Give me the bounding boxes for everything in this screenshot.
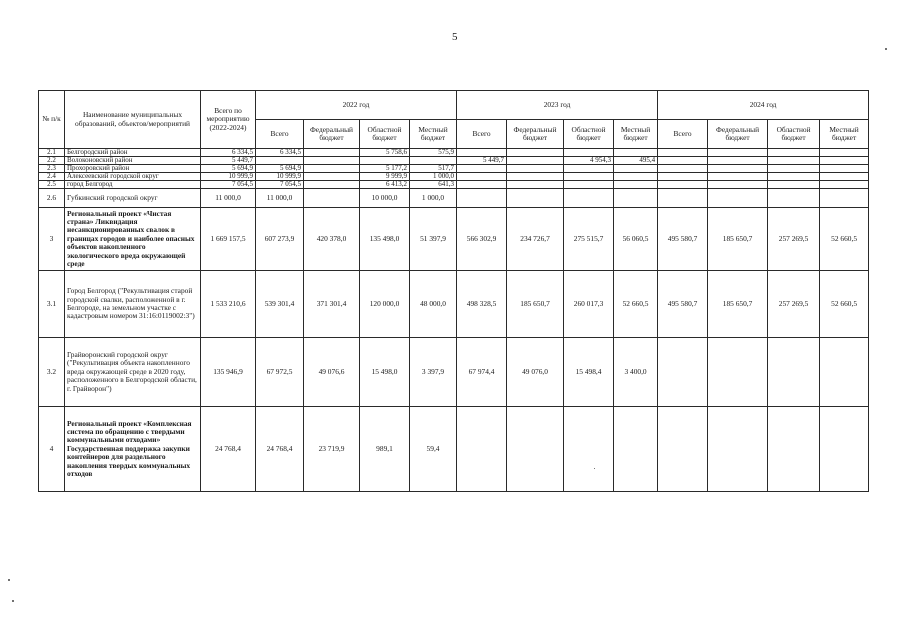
cell-2024-federal xyxy=(708,407,768,492)
subcol-regional-2024: Областной бюджет xyxy=(768,120,820,149)
cell-2022-federal xyxy=(304,189,360,208)
cell-2022-regional: 135 498,0 xyxy=(360,208,410,271)
cell-2023-total: 67 974,4 xyxy=(457,338,507,407)
cell-2024-total xyxy=(658,165,708,173)
cell-2024-regional xyxy=(768,173,820,181)
cell-2023-federal: 234 726,7 xyxy=(507,208,564,271)
cell-2023-federal xyxy=(507,173,564,181)
cell-2024-total: 495 580,7 xyxy=(658,271,708,338)
subcol-regional-2022: Областной бюджет xyxy=(360,120,410,149)
row-name: Региональный проект «Чистая страна» Ликвидация несанкционированных свалок в границах городов и наиболее опасных объектов накопленного экологического вреда окружающей среде xyxy=(65,208,201,271)
row-name: Белгородский район xyxy=(65,149,201,157)
cell-2022-regional: 5 177,2 xyxy=(360,165,410,173)
cell-2023-regional: 4 954,3 xyxy=(564,157,614,165)
row-number: 3 xyxy=(39,208,65,271)
cell-2022-regional: 989,1 xyxy=(360,407,410,492)
cell-2023-regional: 260 017,3 xyxy=(564,271,614,338)
cell-2024-total xyxy=(658,189,708,208)
subcol-local-2024: Местный бюджет xyxy=(820,120,869,149)
cell-2023-total: 5 449,7 xyxy=(457,157,507,165)
cell-2023-total: 498 328,5 xyxy=(457,271,507,338)
cell-2022-total: 67 972,5 xyxy=(256,338,304,407)
cell-2024-local xyxy=(820,157,869,165)
cell-2022-federal xyxy=(304,173,360,181)
cell-2023-federal: 49 076,0 xyxy=(507,338,564,407)
cell-2024-total xyxy=(658,149,708,157)
row-number: 2.1 xyxy=(39,149,65,157)
cell-2023-total xyxy=(457,173,507,181)
cell-2024-federal xyxy=(708,173,768,181)
cell-2024-federal xyxy=(708,149,768,157)
cell-2023-regional: 275 515,7 xyxy=(564,208,614,271)
row-number: 2.4 xyxy=(39,173,65,181)
cell-2022-federal xyxy=(304,149,360,157)
cell-2022-local: 517,7 xyxy=(410,165,457,173)
cell-2023-total xyxy=(457,165,507,173)
row-name: Город Белгород ("Рекультивация старой городской свалки, расположенной в г. Белгороде, на земельном участке с кадастровым номером 31:16:0119002:3") xyxy=(65,271,201,338)
subcol-total-2022: Всего xyxy=(256,120,304,149)
table-row xyxy=(39,271,869,338)
subcol-total-2024: Всего xyxy=(658,120,708,149)
cell-2022-local: 575,9 xyxy=(410,149,457,157)
cell-2024-regional xyxy=(768,189,820,208)
col-header-year-2023: 2023 год xyxy=(457,91,658,120)
table-row xyxy=(39,338,869,407)
cell-2024-federal: 185 650,7 xyxy=(708,208,768,271)
col-header-number: № п/к xyxy=(39,91,65,149)
row-name: Грайворонский городской округ ("Рекультивация объекта накопленного вреда окружающей среде в 2020 году, расположенного в Белгородской области, г. Грайворон") xyxy=(65,338,201,407)
cell-2022-federal: 23 719,9 xyxy=(304,407,360,492)
table-row xyxy=(39,165,869,173)
cell-2022-local: 59,4 xyxy=(410,407,457,492)
cell-2024-local xyxy=(820,407,869,492)
cell-2022-federal xyxy=(304,157,360,165)
row-number: 2.5 xyxy=(39,181,65,189)
row-name: Губкинский городской округ xyxy=(65,189,201,208)
cell-2023-regional xyxy=(564,149,614,157)
row-total: 135 946,9 xyxy=(201,338,256,407)
row-number: 4 xyxy=(39,407,65,492)
cell-2023-total xyxy=(457,407,507,492)
cell-2023-regional xyxy=(564,165,614,173)
cell-2023-federal xyxy=(507,149,564,157)
cell-2023-federal xyxy=(507,407,564,492)
scan-speck xyxy=(8,579,10,581)
cell-2022-regional: 15 498,0 xyxy=(360,338,410,407)
cell-2024-regional: 257 269,5 xyxy=(768,208,820,271)
row-total: 24 768,4 xyxy=(201,407,256,492)
cell-2022-regional: 120 000,0 xyxy=(360,271,410,338)
row-total: 11 000,0 xyxy=(201,189,256,208)
cell-2023-federal xyxy=(507,165,564,173)
subcol-federal-2022: Федеральный бюджет xyxy=(304,120,360,149)
cell-2023-federal xyxy=(507,189,564,208)
row-total: 6 334,5 xyxy=(201,149,256,157)
cell-2022-local: 641,3 xyxy=(410,181,457,189)
subcol-local-2022: Местный бюджет xyxy=(410,120,457,149)
row-name: Алексеевский городской округ xyxy=(65,173,201,181)
cell-2023-local: 3 400,0 xyxy=(614,338,658,407)
subcol-total-2023: Всего xyxy=(457,120,507,149)
cell-2022-total: 539 301,4 xyxy=(256,271,304,338)
cell-2022-total: 607 273,9 xyxy=(256,208,304,271)
cell-2023-regional xyxy=(564,189,614,208)
cell-2023-local xyxy=(614,407,658,492)
cell-2023-local xyxy=(614,181,658,189)
cell-2024-local xyxy=(820,149,869,157)
cell-2024-total xyxy=(658,173,708,181)
cell-2024-local xyxy=(820,181,869,189)
row-total: 10 999,9 xyxy=(201,173,256,181)
cell-2022-total: 7 054,5 xyxy=(256,181,304,189)
subcol-federal-2024: Федеральный бюджет xyxy=(708,120,768,149)
cell-2023-regional xyxy=(564,407,614,492)
cell-2024-local xyxy=(820,165,869,173)
cell-2022-federal: 371 301,4 xyxy=(304,271,360,338)
budget-table xyxy=(38,90,869,492)
cell-2022-total: 24 768,4 xyxy=(256,407,304,492)
cell-2024-local: 52 660,5 xyxy=(820,208,869,271)
cell-2022-local xyxy=(410,157,457,165)
cell-2024-local xyxy=(820,173,869,181)
row-total: 5 694,9 xyxy=(201,165,256,173)
cell-2024-local: 52 660,5 xyxy=(820,271,869,338)
cell-2024-regional xyxy=(768,157,820,165)
row-name: Волоконовский район xyxy=(65,157,201,165)
cell-2022-regional: 10 000,0 xyxy=(360,189,410,208)
cell-2022-total: 6 334,5 xyxy=(256,149,304,157)
cell-2023-federal: 185 650,7 xyxy=(507,271,564,338)
cell-2022-total: 11 000,0 xyxy=(256,189,304,208)
row-number: 2.6 xyxy=(39,189,65,208)
subcol-federal-2023: Федеральный бюджет xyxy=(507,120,564,149)
cell-2022-federal xyxy=(304,165,360,173)
cell-2024-regional xyxy=(768,165,820,173)
cell-2023-local xyxy=(614,149,658,157)
cell-2023-total xyxy=(457,181,507,189)
cell-2023-federal xyxy=(507,181,564,189)
cell-2023-local xyxy=(614,165,658,173)
cell-2024-regional xyxy=(768,338,820,407)
col-header-year-2024: 2024 год xyxy=(658,91,869,120)
cell-2024-regional: 257 269,5 xyxy=(768,271,820,338)
cell-2024-federal xyxy=(708,338,768,407)
row-name: город Белгород xyxy=(65,181,201,189)
cell-2023-regional: 15 498,4 xyxy=(564,338,614,407)
cell-2022-local: 48 000,0 xyxy=(410,271,457,338)
cell-2022-local: 1 000,0 xyxy=(410,189,457,208)
table-row xyxy=(39,407,869,492)
row-name: Прохоровский район xyxy=(65,165,201,173)
col-header-year-2022: 2022 год xyxy=(256,91,457,120)
cell-2024-federal xyxy=(708,189,768,208)
row-total: 7 054,5 xyxy=(201,181,256,189)
cell-2023-regional xyxy=(564,173,614,181)
cell-2024-regional xyxy=(768,149,820,157)
cell-2023-local xyxy=(614,189,658,208)
cell-2024-total xyxy=(658,407,708,492)
row-number: 2.2 xyxy=(39,157,65,165)
cell-2024-local xyxy=(820,338,869,407)
table-row xyxy=(39,157,869,165)
row-total: 1 533 210,6 xyxy=(201,271,256,338)
cell-2024-regional xyxy=(768,407,820,492)
row-name: Региональный проект «Комплексная система по обращению с твердыми коммунальными отходами» Государственная поддержка закупки контейнеров для раздельного накопления твердых коммунальных отходов xyxy=(65,407,201,492)
row-number: 3.1 xyxy=(39,271,65,338)
cell-2024-federal xyxy=(708,181,768,189)
cell-2024-total xyxy=(658,181,708,189)
cell-2022-federal xyxy=(304,181,360,189)
cell-2023-regional xyxy=(564,181,614,189)
cell-2022-regional: 9 999,9 xyxy=(360,173,410,181)
cell-2024-federal xyxy=(708,165,768,173)
cell-2023-local: 495,4 xyxy=(614,157,658,165)
table-row xyxy=(39,208,869,271)
scan-speck xyxy=(12,600,14,602)
col-header-name: Наименование муниципальных образований, объектов/мероприятий xyxy=(65,91,201,149)
cell-2024-regional xyxy=(768,181,820,189)
cell-2022-regional: 6 413,2 xyxy=(360,181,410,189)
subcol-local-2023: Местный бюджет xyxy=(614,120,658,149)
cell-2023-local: 52 660,5 xyxy=(614,271,658,338)
row-total: 5 449,7 xyxy=(201,157,256,165)
cell-2023-total xyxy=(457,149,507,157)
cell-2024-local xyxy=(820,189,869,208)
cell-2024-federal: 185 650,7 xyxy=(708,271,768,338)
cell-2022-local: 1 000,0 xyxy=(410,173,457,181)
header-row-years xyxy=(39,91,869,120)
table-row xyxy=(39,173,869,181)
subcol-regional-2023: Областной бюджет xyxy=(564,120,614,149)
cell-2024-total: 495 580,7 xyxy=(658,208,708,271)
table-row xyxy=(39,149,869,157)
table-row xyxy=(39,189,869,208)
cell-2022-federal: 420 378,0 xyxy=(304,208,360,271)
cell-2022-federal: 49 076,6 xyxy=(304,338,360,407)
cell-2022-regional: 5 758,6 xyxy=(360,149,410,157)
row-number: 2.3 xyxy=(39,165,65,173)
cell-2022-local: 51 397,9 xyxy=(410,208,457,271)
cell-2022-regional xyxy=(360,157,410,165)
row-total: 1 669 157,5 xyxy=(201,208,256,271)
cell-2023-total xyxy=(457,189,507,208)
row-number: 3.2 xyxy=(39,338,65,407)
cell-2023-local: 56 060,5 xyxy=(614,208,658,271)
table-row xyxy=(39,181,869,189)
cell-2022-local: 3 397,9 xyxy=(410,338,457,407)
page-number: 5 xyxy=(452,31,458,43)
cell-2023-total: 566 302,9 xyxy=(457,208,507,271)
cell-2023-local xyxy=(614,173,658,181)
cell-2024-total xyxy=(658,157,708,165)
cell-2024-federal xyxy=(708,157,768,165)
cell-2024-total xyxy=(658,338,708,407)
cell-2023-federal xyxy=(507,157,564,165)
scan-speck xyxy=(885,48,887,50)
cell-2022-total xyxy=(256,157,304,165)
cell-2022-total: 5 694,9 xyxy=(256,165,304,173)
col-header-total: Всего по мероприятию (2022-2024) xyxy=(201,91,256,149)
cell-2022-total: 10 999,9 xyxy=(256,173,304,181)
